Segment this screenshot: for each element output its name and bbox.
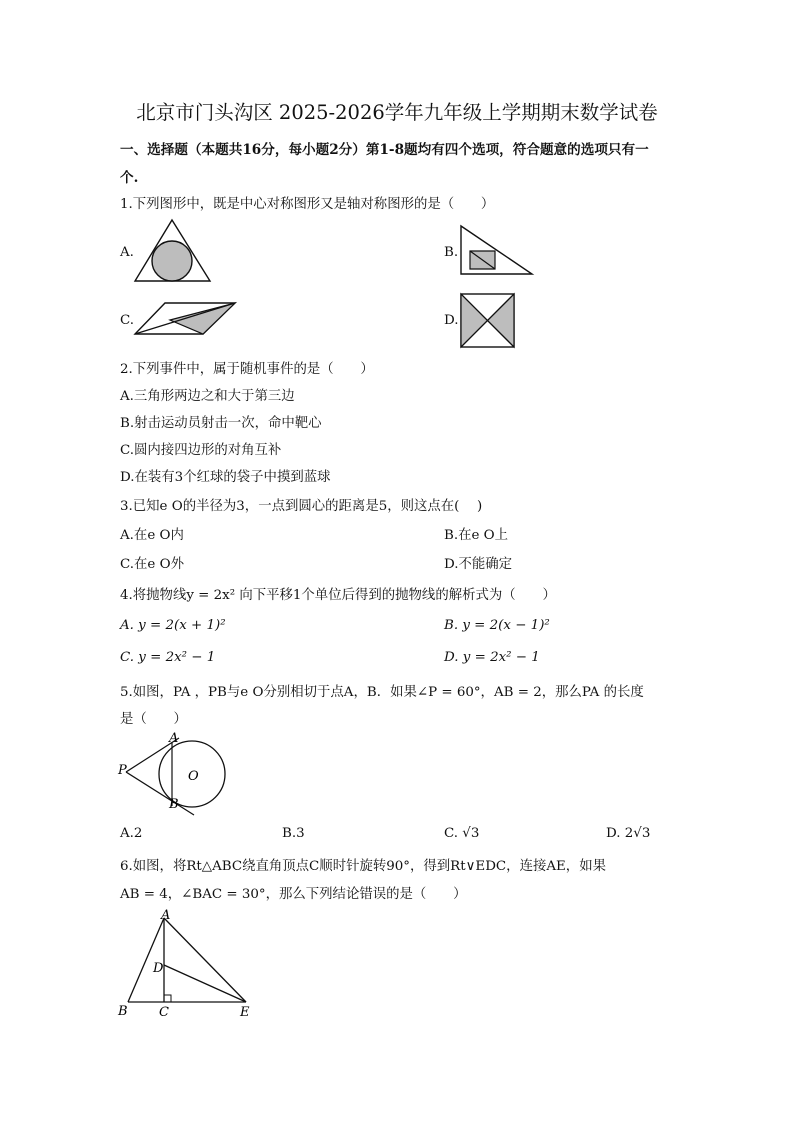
question-6-stem-line2: AB = 4，∠BAC = 30°，那么下列结论错误的是（ ）: [120, 887, 467, 902]
q1-figure-b: [460, 225, 535, 277]
q3-option-c: C.在e O外: [120, 557, 184, 572]
q5-label-b: B: [169, 797, 179, 812]
q1-option-a-label: A.: [120, 245, 134, 260]
page-title: 北京市门头沟区 2025-2026学年九年级上学期期末数学试卷: [136, 101, 658, 124]
q5-option-c: C. √3: [444, 826, 480, 841]
q6-label-c: C: [159, 1005, 169, 1020]
q1-option-b-label: B.: [444, 245, 459, 260]
q4-option-d: D. y = 2x² − 1: [444, 650, 540, 665]
q6-label-e: E: [240, 1005, 250, 1020]
q4-option-b: B. y = 2(x − 1)²: [444, 618, 550, 633]
section-heading-line1: 一、选择题（本题共16分，每小题2分）第1-8题均有四个选项，符合题意的选项只有一: [120, 142, 649, 158]
q1-option-c-label: C.: [120, 313, 135, 328]
q5-label-a: A: [169, 731, 179, 746]
q2-option-d: D.在装有3个红球的袋子中摸到蓝球: [120, 470, 331, 485]
question-3-stem: 3.已知e O的半径为3，一点到圆心的距离是5，则这点在( ): [120, 499, 483, 514]
q5-option-d: D. 2√3: [606, 826, 651, 841]
question-6-stem-line1: 6.如图，将Rt△ABC绕直角顶点C顺时针旋转90°，得到Rt∨EDC，连接AE，如果: [120, 859, 606, 874]
q5-label-o: O: [188, 769, 199, 784]
q3-option-b: B.在e O上: [444, 528, 509, 543]
q3-option-d: D.不能确定: [444, 557, 513, 572]
q5-label-p: P: [118, 763, 127, 778]
q1-figure-d: [460, 293, 516, 349]
q1-figure-c: [135, 300, 240, 340]
q2-option-b: B.射击运动员射击一次，命中靶心: [120, 416, 322, 431]
q1-option-d-label: D.: [444, 313, 459, 328]
section-heading-line2: 个.: [120, 170, 139, 186]
q5-option-b: B.3: [282, 826, 305, 841]
q5-option-a: A.2: [120, 826, 143, 841]
q6-label-d: D: [153, 961, 164, 976]
question-4-stem: 4.将抛物线y = 2x² 向下平移1个单位后得到的抛物线的解析式为（ ）: [120, 588, 556, 603]
q6-label-b: B: [118, 1004, 128, 1019]
q6-label-a: A: [161, 908, 171, 923]
q2-option-c: C.圆内接四边形的对角互补: [120, 443, 282, 458]
q4-option-c: C. y = 2x² − 1: [120, 650, 216, 665]
q2-option-a: A.三角形两边之和大于第三边: [120, 389, 295, 404]
q5-figure: [112, 730, 232, 820]
question-5-stem-line2: 是（ ）: [120, 712, 187, 727]
q1-figure-a: [135, 215, 215, 285]
q4-option-a: A. y = 2(x + 1)²: [120, 618, 226, 633]
question-1-stem: 1.下列图形中，既是中心对称图形又是轴对称图形的是（ ）: [120, 197, 495, 212]
q6-figure: [116, 905, 266, 1023]
question-2-stem: 2.下列事件中，属于随机事件的是（ ）: [120, 362, 374, 377]
question-5-stem-line1: 5.如图，PA ，PB与e O分别相切于点A，B．如果∠P = 60°，AB = 2，那么PA 的长度: [120, 685, 644, 700]
q3-option-a: A.在e O内: [120, 528, 184, 543]
